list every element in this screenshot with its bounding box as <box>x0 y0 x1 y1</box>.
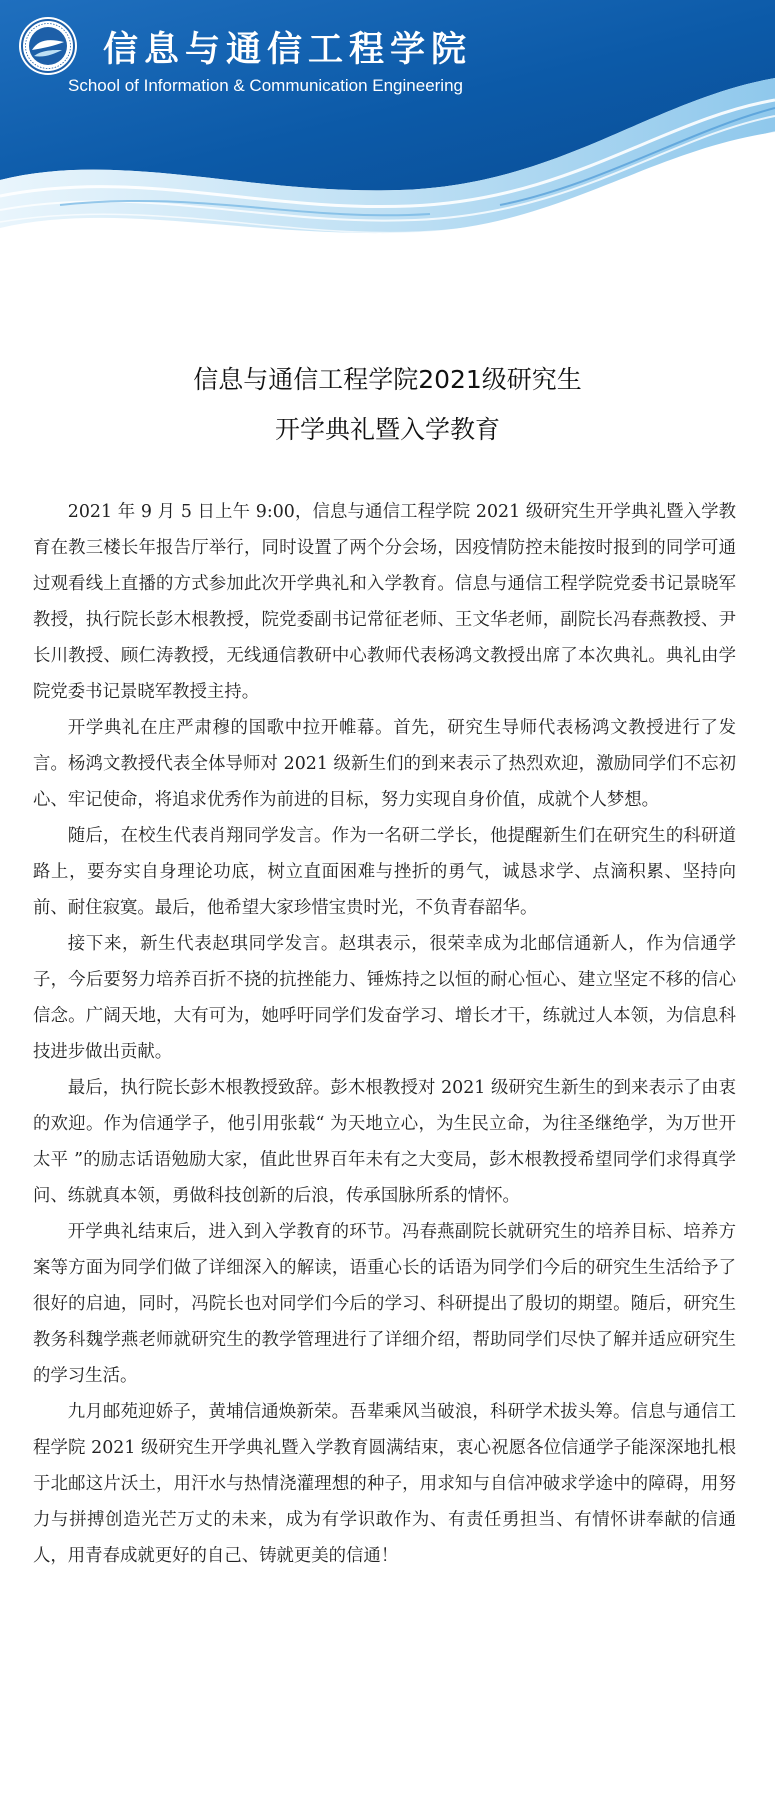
paragraph: 最后，执行院长彭木根教授致辞。彭木根教授对 2021 级研究生新生的到来表示了由衷的欢迎。作为信通学子，他引用张载“ 为天地立心，为生民立命，为往圣继绝学，为万世开太平 ”的励志话语勉励大家，值此世界百年未有之大变局，彭木根教授希望同学们求得真学问、练就真本领，勇做科技创新的后浪，传承国脉所系的情怀。 <box>33 1078 736 1206</box>
article-title-line-1: 信息与通信工程学院2021级研究生 <box>193 365 582 394</box>
college-chinese-name: 信息与通信工程学院 <box>103 29 473 70</box>
paragraph: 接下来，新生代表赵琪同学发言。赵琪表示，很荣幸成为北邮信通新人，作为信通学子，今后要努力培养百折不挠的抗挫能力、锤炼持之以恒的耐心恒心、建立坚定不移的信心信念。广阔天地，大有可为，她呼吁同学们发奋学习、增长才干，练就过人本领，为信息科技进步做出贡献。 <box>33 934 736 1062</box>
paragraph: 九月邮苑迎娇子，黄埔信通焕新荣。吾辈乘风当破浪，科研学术拔头筹。信息与通信工程学院 2021 级研究生开学典礼暨入学教育圆满结束，衷心祝愿各位信通学子能深深地扎根于北邮这片沃土，用汗水与热情浇灌理想的种子，用求知与自信冲破求学途中的障碍，用努力与拼搏创造光芒万丈的未来，成为有学识敢作为、有责任勇担当、有情怀讲奉献的信通人，用青春成就更好的自己、铸就更美的信通！ <box>33 1402 736 1566</box>
header-banner <box>0 0 775 270</box>
paragraph: 开学典礼在庄严肃穆的国歌中拉开帷幕。首先，研究生导师代表杨鸿文教授进行了发言。杨鸿文教授代表全体导师对 2021 级新生们的到来表示了热烈欢迎，激励同学们不忘初心、牢记使命，将追求优秀作为前进的目标，努力实现自身价值，成就个人梦想。 <box>33 718 736 810</box>
college-english-name: School of Information & Communication Engineering <box>68 76 463 95</box>
school-seal-icon <box>18 16 78 76</box>
paragraph: 开学典礼结束后，进入到入学教育的环节。冯春燕副院长就研究生的培养目标、培养方案等方面为同学们做了详细深入的解读，语重心长的话语为同学们今后的研究生生活给予了很好的启迪，同时，冯院长也对同学们今后的学习、科研提出了殷切的期望。随后，研究生教务科魏学燕老师就研究生的教学管理进行了详细介绍，帮助同学们尽快了解并适应研究生的学习生活。 <box>33 1222 736 1386</box>
article-title <box>0 355 775 455</box>
article-body <box>33 494 736 1574</box>
paragraph: 随后，在校生代表肖翔同学发言。作为一名研二学长，他提醒新生们在研究生的科研道路上，要夯实自身理论功底，树立直面困难与挫折的勇气，诚恳求学、点滴积累、坚持向前、耐住寂寞。最后，他希望大家珍惜宝贵时光，不负青春韶华。 <box>33 826 736 918</box>
paragraph: 2021 年 9 月 5 日上午 9:00，信息与通信工程学院 2021 级研究生开学典礼暨入学教育在教三楼长年报告厅举行，同时设置了两个分会场，因疫情防控未能按时报到的同学可通过观看线上直播的方式参加此次开学典礼和入学教育。信息与通信工程学院党委书记景晓军教授，执行院长彭木根教授，院党委副书记常征老师、王文华老师，副院长冯春燕教授、尹长川教授、顾仁涛教授，无线通信教研中心教师代表杨鸿文教授出席了本次典礼。典礼由学院党委书记景晓军教授主持。 <box>33 502 736 702</box>
article-title-line-2: 开学典礼暨入学教育 <box>274 415 500 444</box>
